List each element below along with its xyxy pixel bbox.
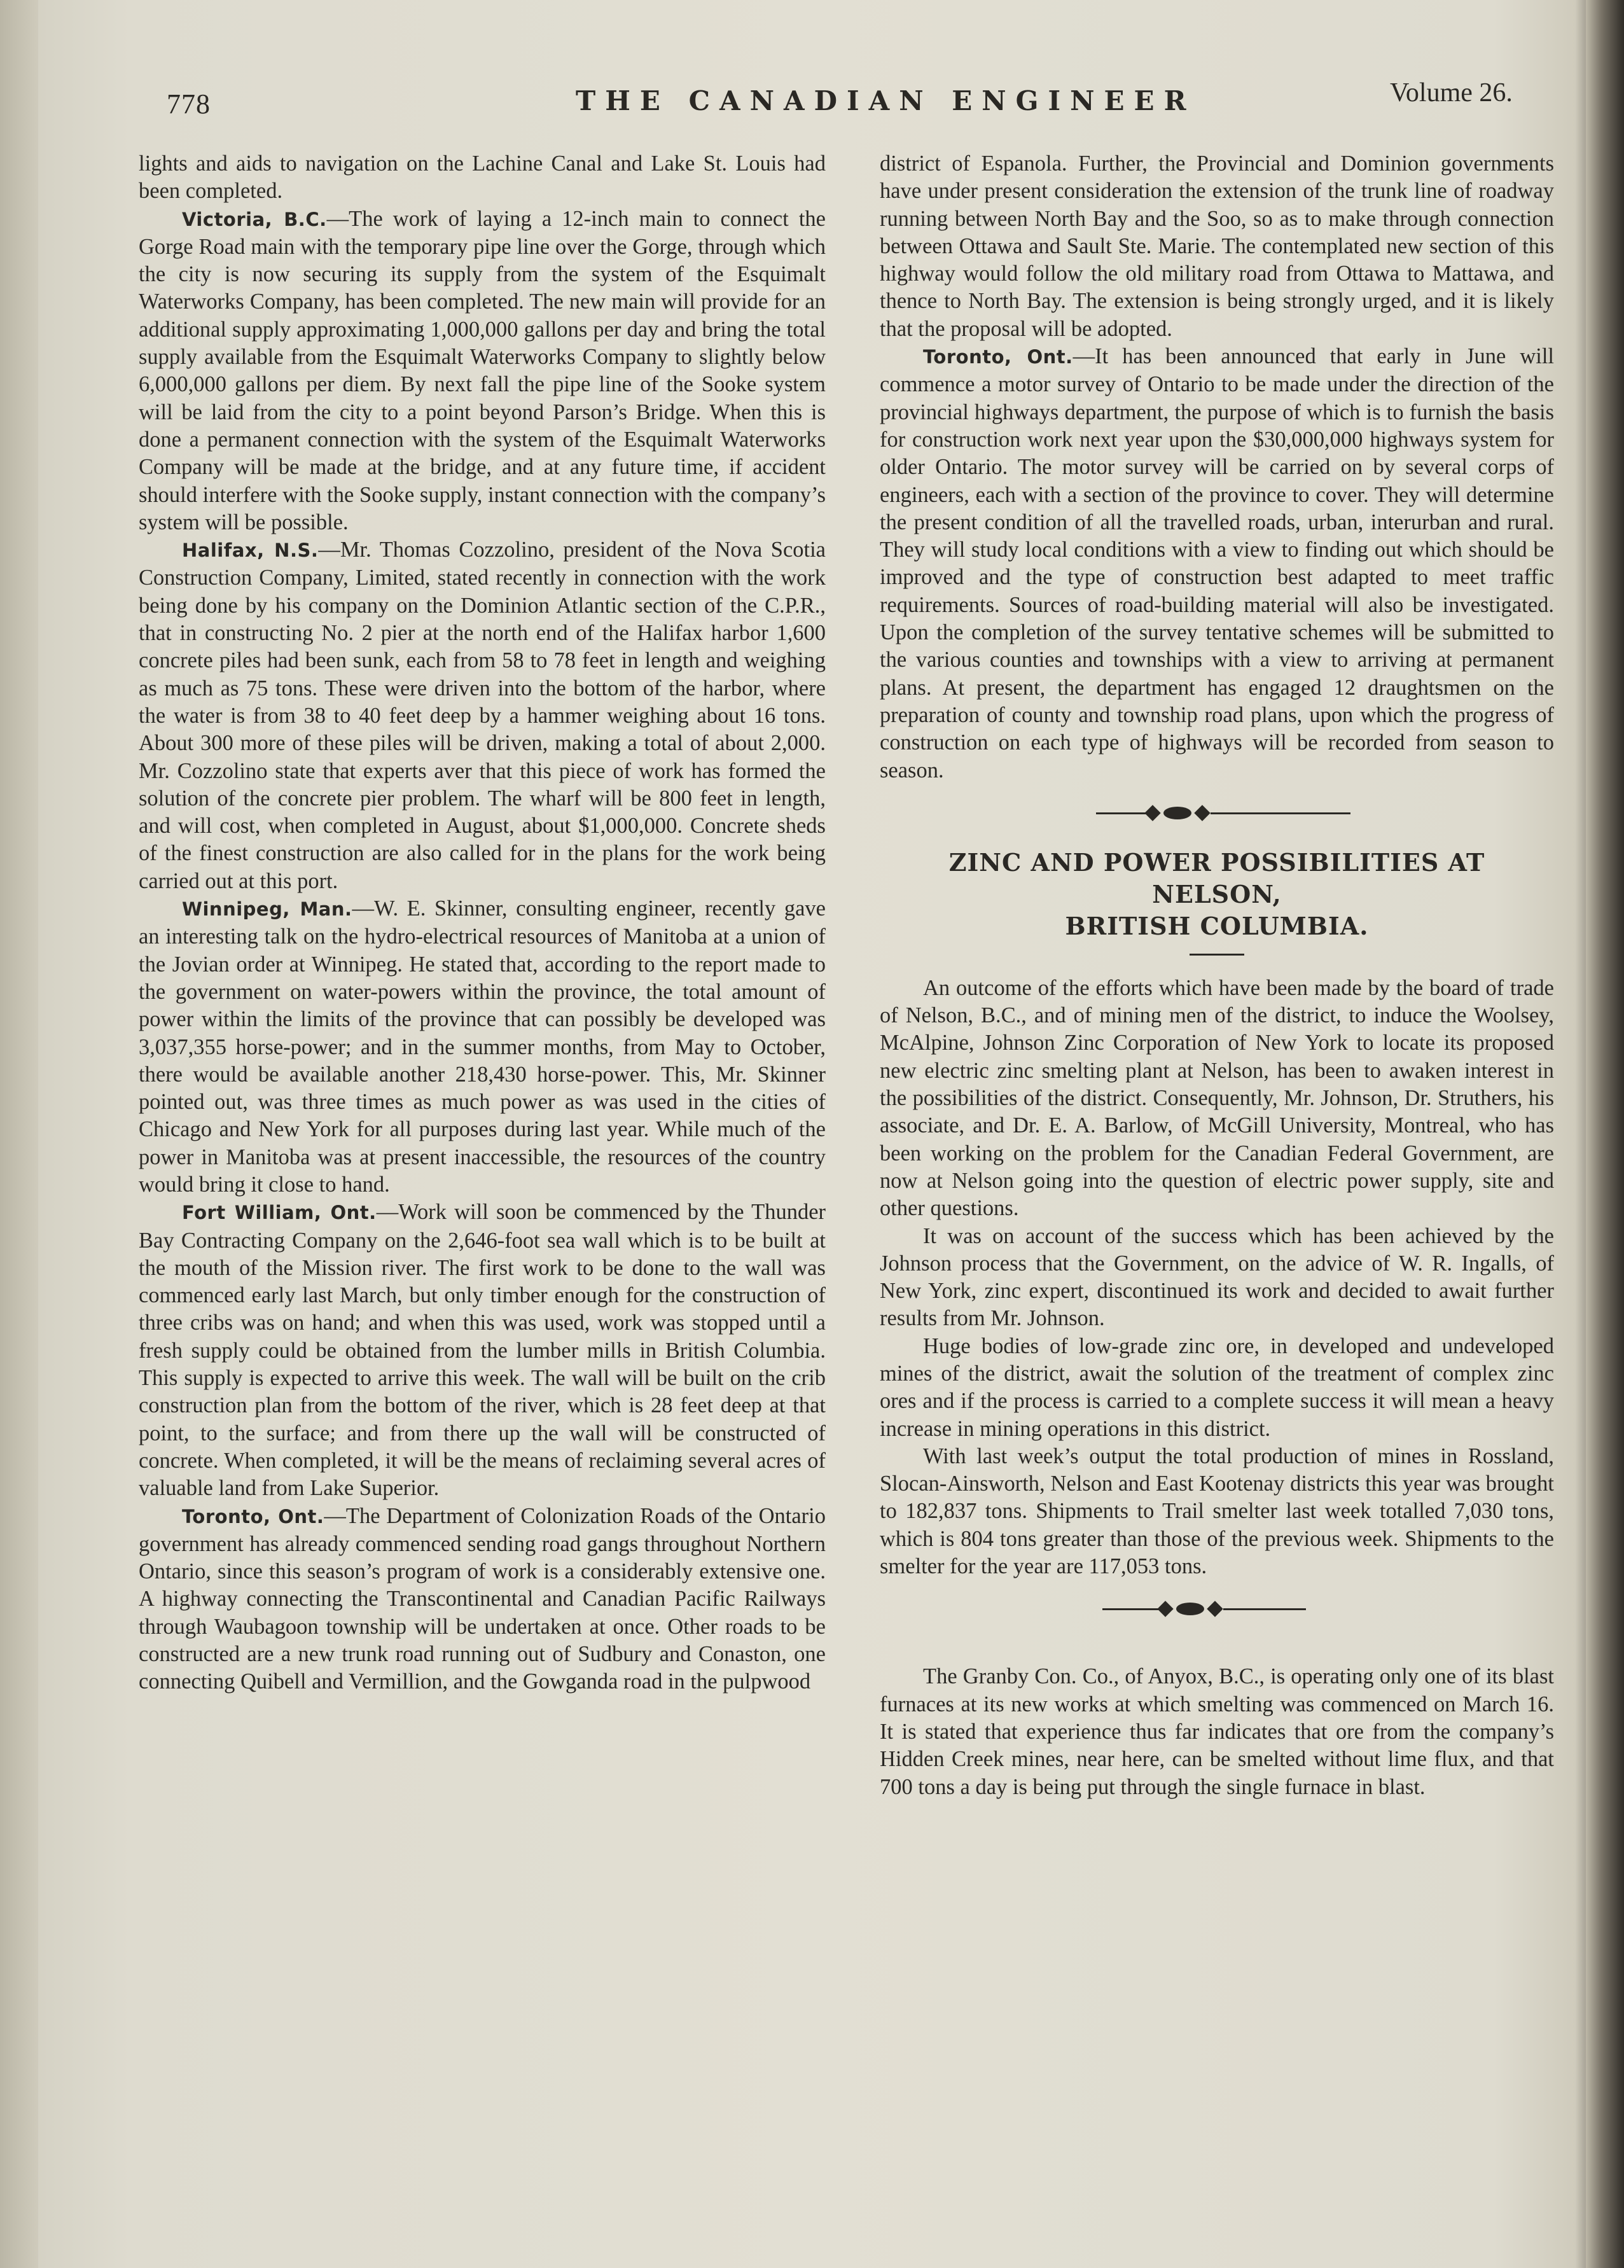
news-item-text: —W. E. Skinner, consulting engineer, recently gave an interesting talk on the hydro-electrical resources of Manitoba at a union of the Jovian order at Winnipeg. He stated that, according to the report made to the government on water-powers within the province, the total amount of power within the limits of the province that can possibly be developed was 3,037,355 horse-power; and in the summer months, from May to October, there would be available another 218,430 horse-power. This, Mr. Skinner pointed out, was three times as much power as was used in the cities of Chicago and New York for all purposes during last year. While much of the power in Manitoba was at present inaccessible, the resources of the country would bring it close to hand. xyxy=(139,896,826,1197)
article-paragraph: It was on account of the success which has been achieved by the Johnson process that the Government, on the advice of W. R. Ingalls, of New York, zinc expert, discontinued its work and decided to await further results from Mr. Johnson. xyxy=(880,1223,1554,1331)
journal-title: THE CANADIAN ENGINEER xyxy=(576,85,1196,116)
news-item-fort-william xyxy=(139,1199,826,1502)
heading-rule xyxy=(1190,954,1244,956)
article-heading xyxy=(880,847,1554,942)
page-edge-shadow xyxy=(1586,0,1624,2268)
opening-paragraph: lights and aids to navigation on the Lachine Canal and Lake St. Louis had been completed. xyxy=(139,151,826,204)
news-item-text: —It has been announced that early in June will commence a motor survey of Ontario to be made under the direction of the provincial highways department, the purpose of which is to furnish the basis for construction work next year upon the $30,000,000 highways system for older Ontario. The motor survey will be carried on by several corps of engineers, each with a section of the province to cover. They will determine the present condition of all the travelled roads, urban, interurban and rural. They will study local conditions with a view to finding out which should be improved and the type of construction best adapted to meet traffic requirements. Sources of road-building material will also be investigated. Upon the completion of the survey tentative schemes will be submitted to the various counties and townships with a view to arriving at permanent plans. At present, the department has engaged 12 draughtsmen on the preparation of county and township road plans, upon which the progress of construction on each type of highways will be recorded from season to season. xyxy=(880,344,1554,783)
news-item-toronto-survey xyxy=(880,343,1554,784)
news-item-halifax xyxy=(139,536,826,895)
granby-note-paragraph: The Granby Con. Co., of Anyox, B.C., is operating only one of its blast furnaces at its new works at which smelting was commenced on March 16. It is stated that experience thus far indicates that ore from the company’s Hidden Creek mines, near here, can be smelted without lime flux, and that 700 tons a day is being put through the single furnace in blast. xyxy=(880,1664,1554,1799)
place-label: Toronto, Ont. xyxy=(923,346,1073,368)
section-divider-ornament xyxy=(880,1594,1554,1624)
news-item-text: —Work will soon be commenced by the Thunder Bay Contracting Company on the 2,646-foot sea wall which is to be built at the mouth of the Mission river. The first work to be done to the wall was commenced early last March, but only timber enough for the construction of three cribs was on hand; and when this was used, work was stopped until a fresh supply could be obtained from the lumber mills in British Columbia. This supply is expected to arrive this week. The wall will be built on the crib construction plan from the bottom of the river, which is 28 feet deep at that point, to the surface; and from there up the wall will be constructed of concrete. When completed, it will be the means of reclaiming several acres of valuable land from Lake Superior. xyxy=(139,1200,826,1501)
page-number: 778 xyxy=(167,88,211,120)
article-paragraph: Huge bodies of low-grade zinc ore, in developed and undeveloped mines of the district, await the solution of the treatment of complex zinc ores and if the process is carried to a complete success it will mean a heavy increase in mining operations in this district. xyxy=(880,1333,1554,1441)
left-column xyxy=(139,150,826,1696)
binding-gutter xyxy=(0,0,38,2268)
news-item-winnipeg xyxy=(139,895,826,1199)
place-label: Toronto, Ont. xyxy=(182,1505,324,1527)
article-paragraph: With last week’s output the total production of mines in Rossland, Slocan-Ainsworth, Nelson and East Kootenay districts this year was brought to 182,837 tons. Shipments to Trail smelter last week totalled 7,030 tons, which is 804 tons greater than those of the previous week. Shipments to the smelter for the year are 117,053 tons. xyxy=(880,1444,1554,1579)
running-header xyxy=(0,75,1624,132)
news-item-text: —Mr. Thomas Cozzolino, president of the Nova Scotia Construction Company, Limited, stated recently in connection with the work being done by his company on the Dominion Atlantic section of the C.P.R., that in constructing No. 2 pier at the north end of the Halifax harbor 1,600 concrete piles had been sunk, each from 58 to 78 feet in length and weighing as much as 75 tons. These were driven into the bottom of the harbor, where the water is from 38 to 40 feet deep by a hammer weighing about 16 tons. About 300 more of these piles will be driven, making a total of about 2,000. Mr. Cozzolino state that experts aver that this piece of work has formed the solution of the concrete pier problem. The wharf will be 800 feet in length, and will cost, when completed in August, about $1,000,000. Concrete sheds of the finest construction are also called for in the plans for the work being carried out at this port. xyxy=(139,538,826,893)
place-label: Victoria, B.C. xyxy=(182,208,327,230)
right-column xyxy=(880,150,1554,1801)
place-label: Winnipeg, Man. xyxy=(182,898,352,921)
article-paragraph: An outcome of the efforts which have been made by the board of trade of Nelson, B.C., and of mining men of the district, to induce the Woolsey, McAlpine, Johnson Zinc Corporation of New York to locate its proposed new electric zinc smelting plant at Nelson, has been to awaken interest in the possibilities of the district. Consequently, Mr. Johnson, Dr. Struthers, his associate, and Dr. E. A. Barlow, of McGill University, Montreal, who has been working on the problem for the Canadian Federal Government, are now at Nelson going into the question of electric power supply, site and other questions. xyxy=(880,975,1554,1221)
news-item-victoria xyxy=(139,205,826,537)
section-divider-ornament xyxy=(880,798,1554,828)
continued-paragraph: district of Espanola. Further, the Provincial and Dominion governments have under present consideration the extension of the trunk line of roadway running between North Bay and the Soo, so as to make through connection between Ottawa and Sault Ste. Marie. The contemplated new section of this highway would follow the old military road from Ottawa to Mattawa, and thence to North Bay. The extension is being strongly urged, and it is likely that the proposal will be adopted. xyxy=(880,151,1554,341)
place-label: Fort William, Ont. xyxy=(182,1202,377,1224)
place-label: Halifax, N.S. xyxy=(182,539,319,562)
news-item-text: —The Department of Colonization Roads of the Ontario government has already commenced sending road gangs throughout Northern Ontario, since this season’s program of work is a considerably extensive one. A highway connecting the Transcontinental and Canadian Pacific Railways through Waubagoon township will be undertaken at once. Other roads to be constructed are a new trunk road running out of Sudbury and Conaston, one connecting Quibell and Vermillion, and the Gowganda road in the pulpwood xyxy=(139,1503,826,1694)
volume-label: Volume 26. xyxy=(1390,78,1513,108)
news-item-text: —The work of laying a 12-inch main to connect the Gorge Road main with the temporary pipe line over the Gorge, through which the city is now securing its supply from the system of the Esquimalt Waterworks Company, has been completed. The new main will provide for an additional supply approximating 1,000,000 gallons per day and bring the total supply available from the Esquimalt Waterworks Company to slightly below 6,000,000 gallons per diem. By next fall the pipe line of the Sooke system will be laid from the city to a point beyond Parson’s Bridge. When this is done a permanent connection with the system of the Esquimalt Waterworks Company will be made at the bridge, and at any future time, if accident should interfere with the Sooke supply, instant connection with the company’s system will be possible. xyxy=(139,206,826,534)
article-heading-line-1: ZINC AND POWER POSSIBILITIES AT NELSON, xyxy=(948,847,1485,908)
news-item-toronto-colonization xyxy=(139,1503,826,1696)
article-heading-line-2: BRITISH COLUMBIA. xyxy=(1065,911,1369,940)
